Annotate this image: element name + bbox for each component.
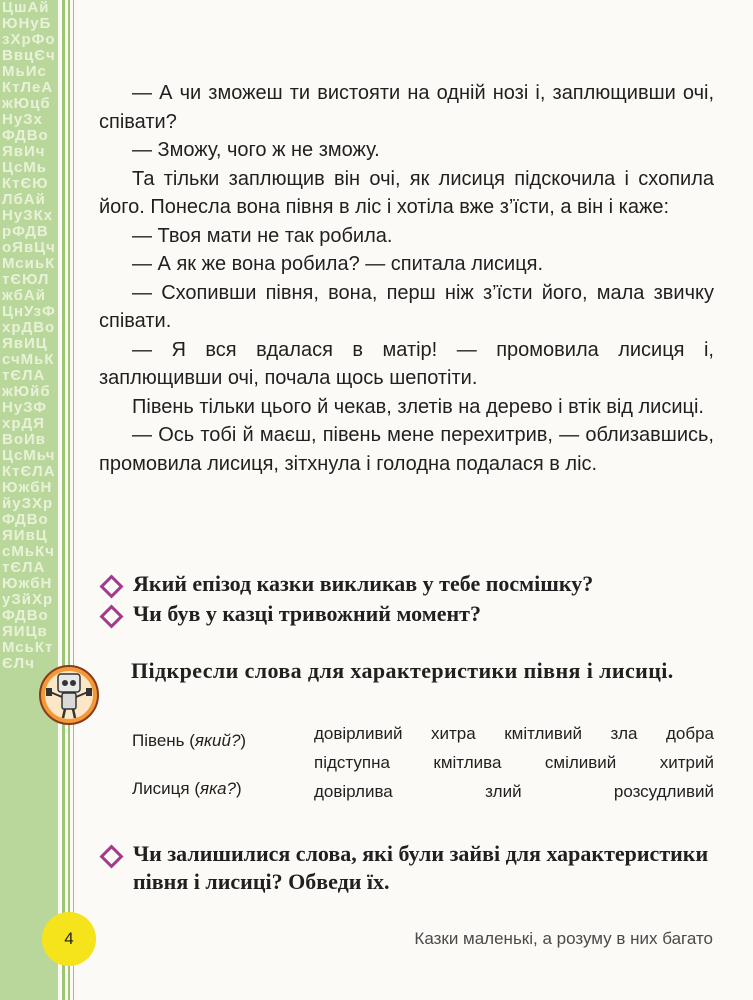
question-1 [103,570,723,598]
fox-hint: яка? [199,779,237,798]
story-paragraph: Півень тільки цього й чекав, злетів на дерево і втік від лисиці. [132,395,704,418]
word-choice[interactable]: розсудливий [613,782,714,801]
word-choice[interactable]: довірлива [314,782,393,801]
decorative-stripes [58,0,78,1000]
question-3 [103,840,723,896]
fox-label: Лисиця (яка?) [132,779,242,798]
word-row-1 [314,724,714,744]
story-paragraph: — Я вся вдалася в матір! — промовила лисиця і, заплющивши очі, почала щось шепотіти. [99,338,714,389]
word-choice[interactable]: довірливий [314,724,403,743]
rooster-label: Півень (який?) [132,731,247,750]
story-paragraph: Та тільки заплющив він очі, як лисиця підскочила і схопила його. Понесла вона півня в ліс і хотіла вже з’їсти, а він і каже: [99,167,714,218]
question-text: Який епізод казки викликав у тебе посмішку? [133,571,594,596]
footer-title: Казки маленькі, а розуму в них багато [414,929,713,948]
story-paragraph: — Твоя мати не так робила. [132,224,393,247]
robot-mascot-icon [38,664,100,726]
word-choice[interactable]: кмітливий [504,724,582,743]
story-paragraph: — А чи зможеш ти вистояти на одній нозі і, заплющивши очі, співати? [99,82,714,133]
alphabet-side-strip [0,0,58,1000]
word-choice[interactable]: хитрий [659,753,714,772]
task-instruction: Підкресли слова для характеристики півня і лисиці. [131,658,674,683]
word-choice[interactable]: добра [665,724,714,743]
page-number: 4 [42,912,96,966]
story-paragraph: — Ось тобі й маєш, півень мене перехитрив, — облизавшись, промовила лисиця, зітхнула і голодна подалася в ліс. [99,424,714,475]
story-paragraph: — Схопивши півня, вона, перш ніж з’їсти його, мала звичку співати. [99,281,714,332]
word-choice[interactable]: хитра [431,724,476,743]
word-row-2 [314,753,714,773]
alphabet-letters: ЦшАйЮНуБзХрФоВвцЄчМьИсКтЛеАжЮцбНуЗхФДВоЯвИчЦсМьКтЄЮЛбАйНуЗКхрФДВоЯвЦчМсиьКтЄЮЛжбАйЦнУзФхрДВоЯвИЦсчМьКтЄЛАжЮйбНуЗФхрДЯВоИвЦсМьчКтЄЛАЮжбНйуЗХрФДВоЯИвЦсМьКчтЄЛАЮжбНуЗйХрФДВоЯИЦвМсьКтЄЛч [2,0,56,672]
story-paragraph: — А як же вона робила? — спитала лисиця. [132,253,544,275]
story-paragraph: — Зможу, чого ж не зможу. [132,139,380,161]
word-choice[interactable]: кмітлива [433,753,502,772]
word-choice[interactable]: сміливий [544,753,617,772]
story-text [99,79,714,478]
word-choice[interactable]: зла [610,724,638,743]
word-choice[interactable]: підступна [314,753,390,772]
question-text: Чи залишилися слова, які були зайві для характеристики півня і лисиці? Обведи їх. [133,841,709,894]
question-2 [103,600,723,628]
question-text: Чи був у казці тривожний момент? [133,601,481,626]
word-choice[interactable]: злий [485,782,522,801]
word-row-3 [314,782,714,802]
rooster-hint: який? [194,731,241,750]
